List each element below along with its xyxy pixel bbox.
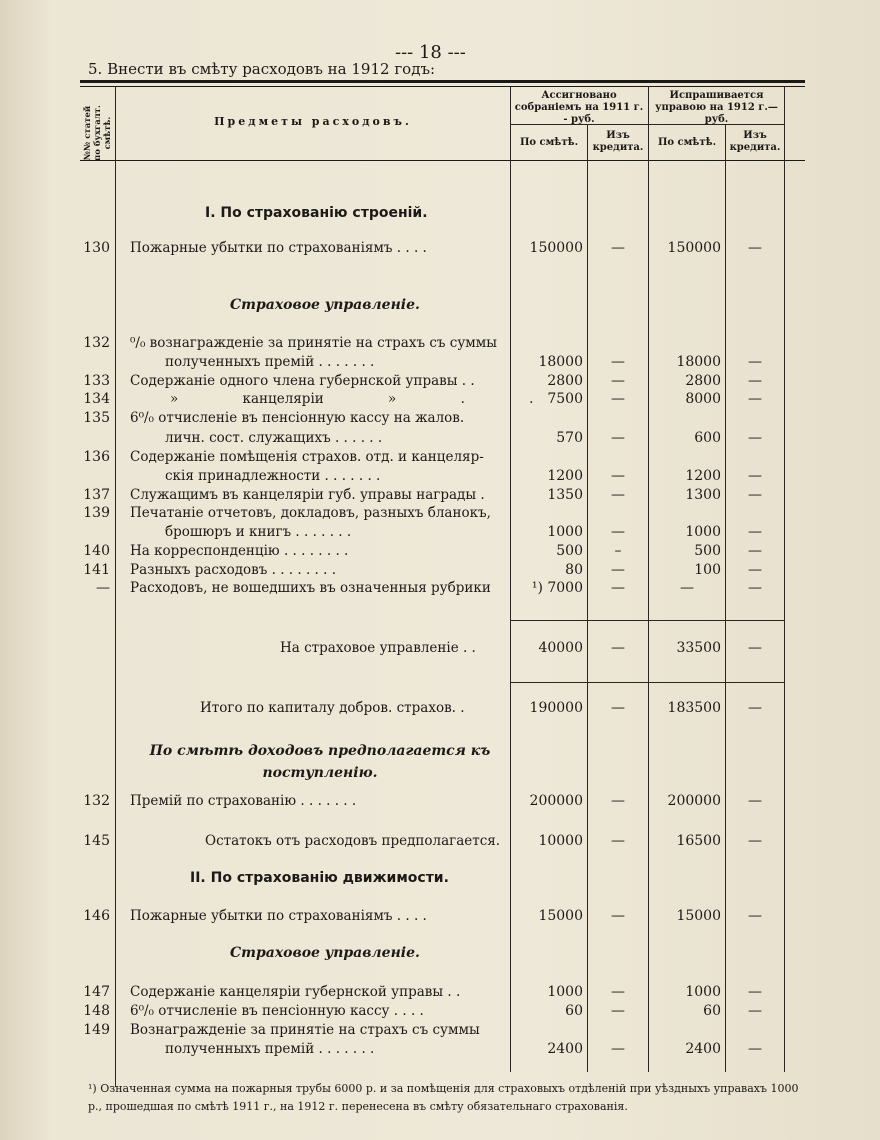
row-credit-1911: — <box>611 373 625 389</box>
row-value-1912: — <box>680 580 694 596</box>
page-heading: 5. Внести въ смѣту расходовъ на 1912 годъ: <box>88 60 436 78</box>
row-value-1912: 2400 <box>685 1041 721 1057</box>
row-credit-1911: — <box>611 1003 625 1019</box>
row-value-1912: 1300 <box>685 487 721 503</box>
row-desc: Содержаніе помѣщенія страхов. отд. и канцеляр- <box>130 449 484 465</box>
subtotal-value-1912: 33500 <box>676 640 721 656</box>
col-line-5 <box>725 124 726 1072</box>
row-value-1912: 1200 <box>685 468 721 484</box>
top-rule-thin <box>80 86 805 87</box>
row-art: — <box>96 580 110 596</box>
row-credit-1911: — <box>611 562 625 578</box>
row-value-1911: 1000 <box>547 524 583 540</box>
row-credit-1912: — <box>748 391 762 407</box>
col-line-3 <box>587 124 588 1072</box>
subtotal-rule <box>510 620 784 621</box>
row-desc: Пожарные убытки по страхованіямъ . . . . <box>130 908 427 924</box>
row-value-1911: 1200 <box>547 468 583 484</box>
col-from-credit-1911: Изъ кредита. <box>592 130 644 153</box>
row-desc-cont: полученныхъ премій . . . . . . . <box>165 1041 375 1057</box>
row-value-1912: 8000 <box>685 391 721 407</box>
row-credit-1911: — <box>611 240 625 256</box>
row-art: 139 <box>83 505 110 521</box>
row-credit-1912: — <box>748 354 762 370</box>
row-credit-1911: — <box>611 984 625 1000</box>
col-line-4 <box>648 87 649 1072</box>
row-desc: ⁰/₀ вознагражденіе за принятіе на страхъ съ суммы <box>130 335 498 351</box>
row-credit-1911: — <box>611 354 625 370</box>
row-art: 132 <box>83 335 110 351</box>
row-value-1912: 200000 <box>667 793 721 809</box>
total-value-1912: 183500 <box>667 700 721 716</box>
row-value-1912: 600 <box>694 430 721 446</box>
row-desc-cont: скія принадлежности . . . . . . . <box>165 468 381 484</box>
row-desc: На корреспонденцію . . . . . . . . <box>130 543 349 559</box>
row-desc: Содержаніе одного члена губернской управы . . <box>130 373 475 389</box>
section-insurance-mgmt-title: Страховое управленіе. <box>230 297 420 313</box>
total-rule <box>510 682 784 683</box>
col-line-6 <box>784 87 785 1072</box>
row-art: 136 <box>83 449 110 465</box>
page-number: --- 18 --- <box>395 42 466 63</box>
section-movables-title: II. По страхованію движимости. <box>190 870 449 886</box>
subtotal-label: На страховое управленіе . . <box>280 640 476 656</box>
row-art: 134 <box>83 391 110 407</box>
row-credit-1911: — <box>611 793 625 809</box>
row-art: 135 <box>83 410 110 426</box>
row-value-1912: 500 <box>694 543 721 559</box>
row-credit-1911: — <box>611 468 625 484</box>
row-credit-1911: – <box>614 543 622 559</box>
col-line-1 <box>115 87 116 1087</box>
row-credit-1912: — <box>748 487 762 503</box>
row-credit-1912: — <box>748 1041 762 1057</box>
row-credit-1912: — <box>748 984 762 1000</box>
row-credit-1912: — <box>748 833 762 849</box>
total-credit-1911: — <box>611 700 625 716</box>
row-value-1911: 200000 <box>529 793 583 809</box>
row-art: 145 <box>83 833 110 849</box>
row-value-1911: 60 <box>565 1003 583 1019</box>
row-desc: Служащимъ въ канцеляріи губ. управы награды . <box>130 487 485 503</box>
total-label: Итого по капиталу добров. страхов. . <box>200 700 465 716</box>
row-credit-1912: — <box>748 524 762 540</box>
row-desc-cont: личн. сост. служащихъ . . . . . . <box>165 430 383 446</box>
row-art: 137 <box>83 487 110 503</box>
row-desc: Печатаніе отчетовъ, докладовъ, разныхъ бланокъ, <box>130 505 491 521</box>
row-credit-1911: — <box>611 391 625 407</box>
row-value-1911: 1000 <box>547 984 583 1000</box>
row-desc: Премій по страхованію . . . . . . . <box>130 793 357 809</box>
row-art: 146 <box>83 908 110 924</box>
col-assigned-header: Ассигновано собраніемъ на 1911 г. - руб. <box>514 90 644 125</box>
row-desc: Расходовъ, не вошедшихъ въ означенныя рубрики <box>130 580 491 596</box>
row-desc: Пожарные убытки по страхованіямъ . . . . <box>130 240 427 256</box>
row-value-1911: 18000 <box>538 354 583 370</box>
row-value-1912: 1000 <box>685 984 721 1000</box>
row-credit-1912: — <box>748 580 762 596</box>
row-art: 133 <box>83 373 110 389</box>
row-credit-1912: — <box>748 793 762 809</box>
row-art: 147 <box>83 984 110 1000</box>
row-credit-1912: — <box>748 543 762 559</box>
row-credit-1912: — <box>748 240 762 256</box>
col-art-header <box>82 92 114 161</box>
col-by-estimate-1912: По смѣтѣ. <box>657 137 717 148</box>
subtotal-credit-1912: — <box>748 640 762 656</box>
row-value-1912: 16500 <box>676 833 721 849</box>
row-desc-cont: полученныхъ премій . . . . . . . <box>165 354 375 370</box>
row-credit-1911: — <box>611 580 625 596</box>
row-credit-1911: — <box>611 487 625 503</box>
row-art: 148 <box>83 1003 110 1019</box>
row-credit-1912: — <box>748 468 762 484</box>
section-revenue-title: По смѣтѣ доходовъ предполагается къ поступленію. <box>149 743 491 781</box>
row-desc-cont: брошюръ и книгъ . . . . . . . <box>165 524 352 540</box>
row-credit-1912: — <box>748 430 762 446</box>
header-bottom-rule <box>80 160 805 161</box>
row-value-1912: 150000 <box>667 240 721 256</box>
col-from-credit-1912: Изъ кредита. <box>729 130 781 153</box>
row-value-1911: 10000 <box>538 833 583 849</box>
row-desc: Вознагражденіе за принятіе на страхъ съ суммы <box>130 1022 480 1038</box>
row-value-1911: 2800 <box>547 373 583 389</box>
row-desc: 6⁰/₀ отчисленіе въ пенсіонную кассу на жалов. <box>130 410 465 426</box>
footnote: ¹) Означенная сумма на пожарныя трубы 6000 р. и за помѣщенія для страховыхъ отдѣленій при уѣздныхъ управахъ 1000 р., прошедшая по смѣтѣ 1911 г., на 1912 г. перенесена въ смѣту обязательнаго страхованія. <box>88 1082 799 1113</box>
subtotal-value-1911: 40000 <box>538 640 583 656</box>
section-buildings-title: I. По страхованію строеній. <box>205 205 428 221</box>
row-value-1911: ¹) 7000 <box>531 580 583 596</box>
row-art: 149 <box>83 1022 110 1038</box>
row-art: 130 <box>83 240 110 256</box>
row-credit-1912: — <box>748 562 762 578</box>
row-value-1911: 2400 <box>547 1041 583 1057</box>
row-value-1911: 570 <box>556 430 583 446</box>
row-desc: Разныхъ расходовъ . . . . . . . . <box>130 562 337 578</box>
row-value-1911: 7500 <box>547 391 583 407</box>
row-art: 132 <box>83 793 110 809</box>
row-art: 141 <box>83 562 110 578</box>
row-desc: 6⁰/₀ отчисленіе въ пенсіонную кассу . . . . <box>130 1003 424 1019</box>
row-value-1912: 2800 <box>685 373 721 389</box>
row-value-1912: 18000 <box>676 354 721 370</box>
row-credit-1911: — <box>611 908 625 924</box>
col-requested-header: Испрашивается управою на 1912 г.—руб. <box>655 90 778 125</box>
row-desc: Содержаніе канцеляріи губернской управы . . <box>130 984 461 1000</box>
row-credit-1912: — <box>748 908 762 924</box>
row-value-1911: 500 <box>556 543 583 559</box>
total-value-1911: 190000 <box>529 700 583 716</box>
row-value-1912: 100 <box>694 562 721 578</box>
row-credit-1911: — <box>611 1041 625 1057</box>
row-desc: Остатокъ отъ расходовъ предполагается. <box>205 833 501 849</box>
col-art-header-text: №№ статей по бухгалт. смѣтѣ. <box>83 105 113 161</box>
section-insurance-mgmt2-title: Страховое управленіе. <box>230 945 420 961</box>
total-credit-1912: — <box>748 700 762 716</box>
col-items-header: Предметы расходовъ. <box>214 115 412 128</box>
row-value-1912: 15000 <box>676 908 721 924</box>
row-value-1911: 1350 <box>547 487 583 503</box>
subtotal-credit-1911: — <box>611 640 625 656</box>
row-value-1911: 80 <box>565 562 583 578</box>
row-credit-1911: — <box>611 524 625 540</box>
row-credit-1912: — <box>748 1003 762 1019</box>
row-credit-1911: — <box>611 833 625 849</box>
row-credit-1911: — <box>611 430 625 446</box>
col-by-estimate-1911: По смѣтѣ. <box>519 137 579 148</box>
row-credit-1912: — <box>748 373 762 389</box>
row-value-1911: 15000 <box>538 908 583 924</box>
row-value-1912: 1000 <box>685 524 721 540</box>
row-desc: » канцеляріи » . . <box>170 391 534 407</box>
row-value-1912: 60 <box>703 1003 721 1019</box>
top-rule-thick <box>80 80 805 83</box>
row-art: 140 <box>83 543 110 559</box>
row-value-1911: 150000 <box>529 240 583 256</box>
